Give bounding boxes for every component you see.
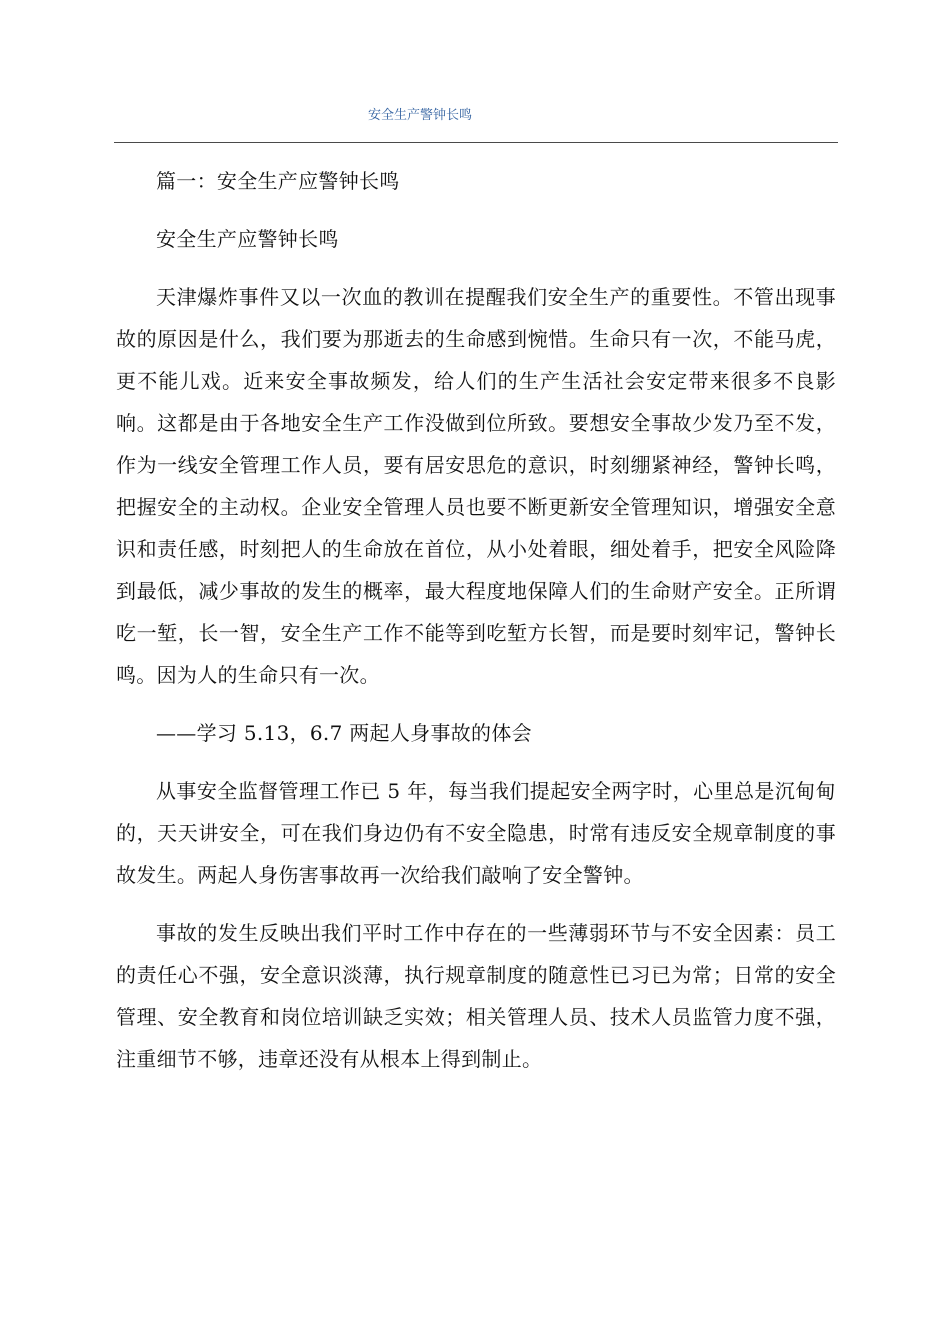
body-paragraph-2: ——学习 5.13，6.7 两起人身事故的体会	[156, 721, 532, 745]
section-title: 篇一：安全生产应警钟长鸣	[156, 169, 400, 193]
body-paragraph-4: 事故的发生反映出我们平时工作中存在的一些薄弱环节与不安全因素：员工的责任心不强，安全意识淡薄，执行规章制度的随意性已习已为常；日常的安全管理、安全教育和岗位培训缺乏实效；相关管理人员、技术人员监管力度不强，注重细节不够，违章还没有从根本上得到制止。	[116, 921, 836, 1071]
body-paragraph-1: 天津爆炸事件又以一次血的教训在提醒我们安全生产的重要性。不管出现事故的原因是什么，我们要为那逝去的生命感到惋惜。生命只有一次，不能马虎，更不能儿戏。近来安全事故频发，给人们的生产生活社会安定带来很多不良影响。这都是由于各地安全生产工作没做到位所致。要想安全事故少发乃至不发，作为一线安全管理工作人员，要有居安思危的意识，时刻绷紧神经，警钟长鸣，把握安全的主动权。企业安全管理人员也要不断更新安全管理知识，增强安全意识和责任感，时刻把人的生命放在首位，从小处着眼，细处着手，把安全风险降到最低，减少事故的发生的概率，最大程度地保障人们的生命财产安全。正所谓吃一堑，长一智，安全生产工作不能等到吃堑方长智，而是要时刻牢记，警钟长鸣。因为人的生命只有一次。	[116, 285, 836, 687]
document-body	[116, 160, 836, 1080]
article-subtitle: 安全生产应警钟长鸣	[156, 227, 339, 251]
header-divider	[114, 142, 838, 143]
page-header-title: 安全生产警钟长鸣	[367, 108, 472, 123]
body-paragraph-3: 从事安全监督管理工作已 5 年，每当我们提起安全两字时，心里总是沉甸甸的，天天讲安全，可在我们身边仍有不安全隐患，时常有违反安全规章制度的事故发生。两起人身伤害事故再一次给我们敲响了安全警钟。	[116, 779, 836, 887]
